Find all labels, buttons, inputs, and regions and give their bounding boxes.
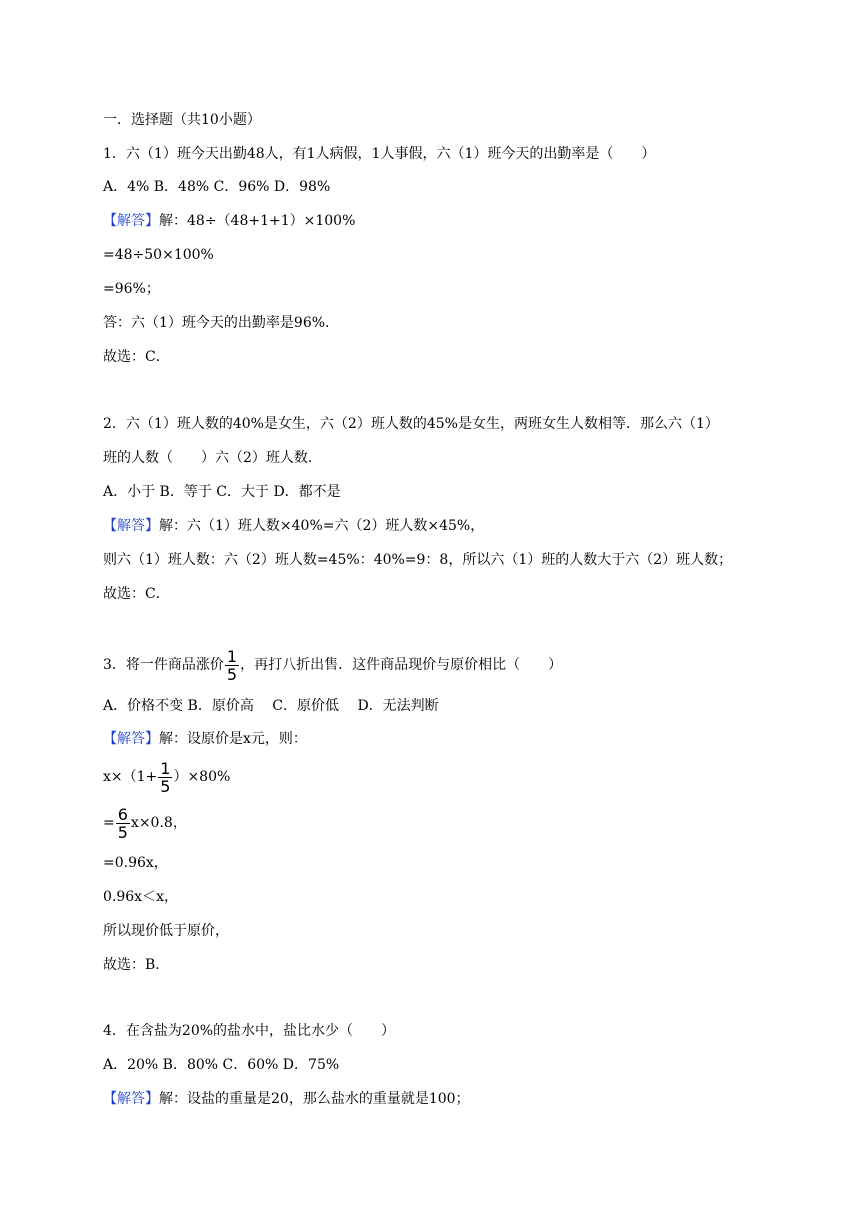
- q2-solution-text: 解：六（1）班人数×40%=六（2）班人数×45%，: [159, 518, 485, 534]
- q1-options: A．4% B．48% C．96% D．98%: [103, 179, 331, 195]
- section-heading: 一．选择题（共10小题）: [103, 112, 261, 128]
- q4-options: A．20% B．80% C．60% D．75%: [103, 1057, 340, 1073]
- solution-tag: 【解答】: [103, 518, 159, 534]
- q3-formula-2: [103, 803, 187, 843]
- q2-solution-line: 故选：C．: [103, 586, 170, 602]
- q3-stem-post: ，再打八折出售．这件商品现价与原价相比（ ）: [240, 657, 563, 673]
- q1-solution-text: 解：48÷（48+1+1）×100%: [159, 213, 356, 229]
- formula-pre: =: [103, 815, 115, 831]
- solution-tag: 【解答】: [103, 731, 159, 747]
- q1-solution-line: 答：六（1）班今天的出勤率是96%．: [103, 315, 340, 331]
- q3-solution-line: 所以现价低于原价，: [103, 923, 229, 939]
- q2-solution: [103, 516, 484, 536]
- q3-formula-1: [103, 757, 230, 797]
- fraction-numerator: 1: [226, 646, 238, 666]
- formula-pre: x×（1+: [103, 769, 158, 785]
- q1-solution-line: =96%；: [103, 281, 160, 297]
- fraction-one-fifth: [158, 760, 172, 795]
- q4-solution-text: 解：设盐的重量是20，那么盐水的重量就是100；: [159, 1091, 470, 1107]
- q3-solution-line: 0.96x＜x，: [103, 889, 178, 905]
- q1-solution: [103, 211, 355, 231]
- q3-stem-pre: 3．将一件商品涨价: [103, 657, 224, 673]
- fraction-denominator: 5: [117, 822, 128, 842]
- formula-post: ）×80%: [173, 769, 231, 785]
- q1-stem: 1．六（1）班今天出勤48人，有1人病假，1人事假，六（1）班今天的出勤率是（ ）: [103, 146, 656, 162]
- q3-solution-line: 故选：B．: [103, 957, 170, 973]
- q2-options: A．小于 B．等于 C．大于 D．都不是: [103, 484, 341, 500]
- fraction-denominator: 5: [226, 664, 238, 684]
- q3-solution-text: 解：设原价是x元，则：: [159, 731, 307, 747]
- q2-solution-line: 则六（1）班人数：六（2）班人数=45%：40%=9：8，所以六（1）班的人数大于六（2）班人数；: [103, 552, 733, 568]
- q1-solution-line: =48÷50×100%: [103, 247, 214, 263]
- q2-stem-line1: 2．六（1）班人数的40%是女生，六（2）班人数的45%是女生，两班女生人数相等．那么六（1）: [103, 416, 719, 432]
- q3-options: A．价格不变 B．原价高 C．原价低 D．无法判断: [103, 698, 439, 714]
- solution-tag: 【解答】: [103, 1091, 159, 1107]
- q4-stem: 4．在含盐为20%的盐水中，盐比水少（ ）: [103, 1023, 396, 1039]
- q3-solution-line: =0.96x，: [103, 855, 168, 871]
- fraction-six-fifths: [116, 806, 130, 841]
- formula-post: x×0.8，: [130, 815, 187, 831]
- q4-solution: [103, 1089, 470, 1109]
- fraction-denominator: 5: [160, 776, 171, 796]
- fraction-one-fifth: [225, 648, 239, 683]
- fraction-numerator: 1: [160, 758, 171, 778]
- solution-tag: 【解答】: [103, 213, 159, 229]
- q2-stem-line2: 班的人数（ ）六（2）班人数．: [103, 450, 322, 466]
- q1-solution-line: 故选：C．: [103, 349, 170, 365]
- fraction-numerator: 6: [117, 804, 128, 824]
- q3-solution: [103, 729, 307, 749]
- q3-stem: [103, 645, 562, 685]
